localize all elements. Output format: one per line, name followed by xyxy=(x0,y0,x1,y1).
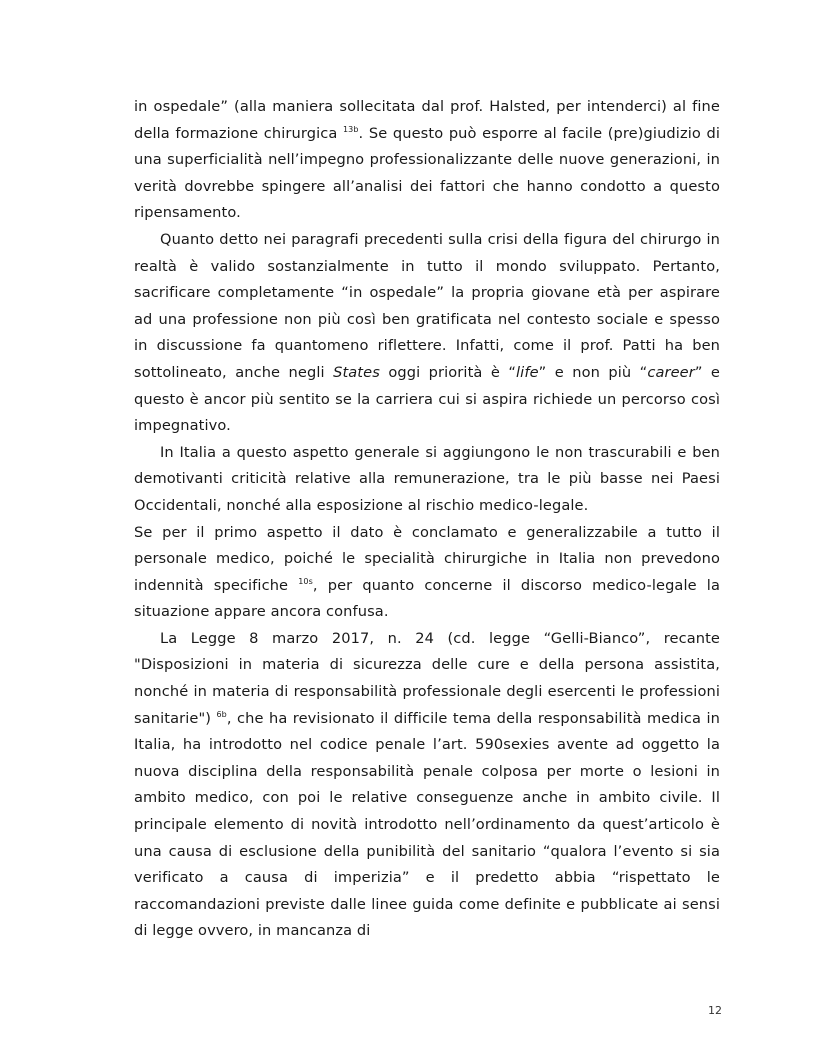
body-text xyxy=(134,94,720,945)
text-run: Se per il primo aspetto il dato è conclamato e generalizzabile a tutto il personale medico, poiché le specialità chirurgiche in Italia non prevedono indennità specifiche xyxy=(134,523,720,594)
paragraph-1 xyxy=(134,94,720,227)
text-run: ” e non più “ xyxy=(538,363,648,381)
emphasized-text: life xyxy=(516,363,539,381)
footnote-reference: 13b xyxy=(342,124,359,134)
paragraph-3 xyxy=(134,440,720,520)
text-run: , che ha revisionato il difficile tema della responsabilità medica in Italia, ha introdotto nel codice penale l’art. 590sexies avente ad oggetto la nuova disciplina della responsabilità penale colposa per morte o lesioni in ambito medico, con poi le relative conseguenze anche in ambito civile. Il principale elemento di novità introdotto nell’ordinamento da quest’articolo è una causa di esclusione della punibilità del sanitario “qualora l’evento si sia verificato a causa di imperizia” e il predetto abbia “rispettato le raccomandazioni previste dalle linee guida come definite e pubblicate ai sensi di legge ovvero, in mancanza di xyxy=(134,709,720,940)
footnote-reference: 10s xyxy=(298,576,313,586)
paragraph-4 xyxy=(134,520,720,626)
text-run: La Legge 8 marzo 2017, n. 24 (cd. legge “Gelli-Bianco”, recante "Disposizioni in materia di sicurezza delle cure e della persona assistita, nonché in materia di responsabilità professionale degli esercenti le professioni sanitarie") xyxy=(134,629,720,727)
footnote-reference: 6b xyxy=(216,709,227,719)
text-run: Quanto detto nei paragrafi precedenti sulla crisi della figura del chirurgo in realtà è valido sostanzialmente in tutto il mondo sviluppato. Pertanto, sacrificare completamente “in ospedale” la propria giovane età per aspirare ad una professione non più così ben gratificata nel contesto sociale e spesso in discussione fa quantomeno riflettere. Infatti, come il prof. Patti ha ben sottolineato, anche negli xyxy=(134,230,720,381)
emphasized-text: career xyxy=(647,363,695,381)
text-run: in ospedale” (alla maniera sollecitata dal prof. Halsted, per intenderci) al fine della formazione chirurgica xyxy=(134,98,720,142)
page-number: 12 xyxy=(708,1004,722,1017)
text-run: In Italia a questo aspetto generale si aggiungono le non trascurabili e ben demotivanti criticità relative alla remunerazione, tra le più basse nei Paesi Occidentali, nonché alla esposizione al rischio medico-legale. xyxy=(134,443,720,514)
paragraph-5 xyxy=(134,626,720,945)
paragraph-2 xyxy=(134,227,720,440)
text-run: ” e questo è ancor più sentito se la carriera cui si aspira richiede un percorso così impegnativo. xyxy=(134,363,721,435)
emphasized-text: States xyxy=(333,363,380,381)
text-run: , per quanto concerne il discorso medico-legale la situazione appare ancora confusa. xyxy=(134,576,720,621)
text-run: . Se questo può esporre al facile (pre)giudizio di una superficialità nell’impegno professionalizzante delle nuove generazioni, in verità dovrebbe spingere all’analisi dei fattori che hanno condotto a questo ripensamento. xyxy=(134,124,720,222)
text-run: oggi priorità è “ xyxy=(379,363,517,381)
